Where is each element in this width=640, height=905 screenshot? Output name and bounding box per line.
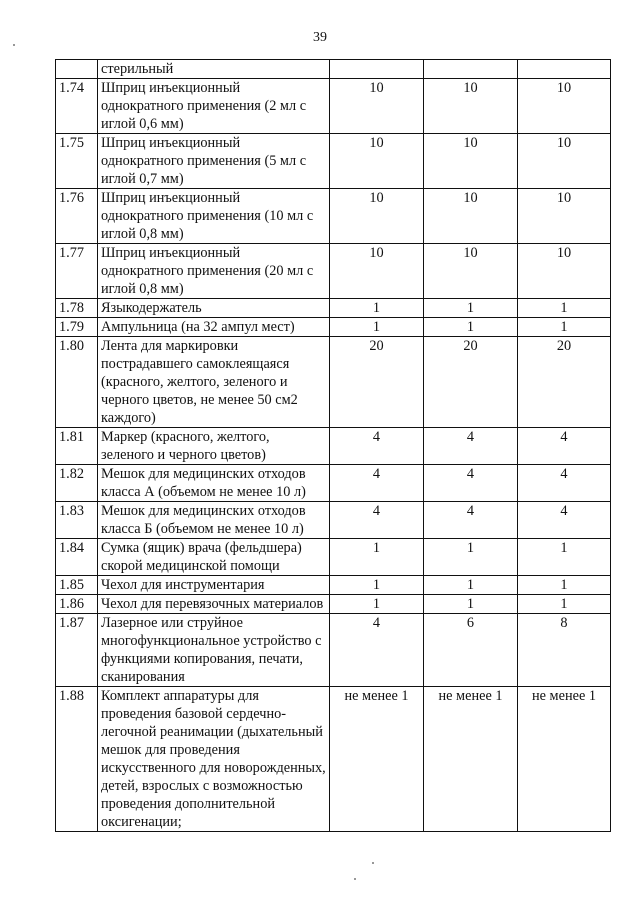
table-row [56, 576, 611, 595]
row-number-cell: 1.80 [56, 337, 98, 428]
quantity-cell-2: 1 [424, 595, 518, 614]
item-name-cell: Мешок для медицинских отходов класса А (объемом не менее 10 л) [98, 465, 330, 502]
item-name-cell: Сумка (ящик) врача (фельдшера) скорой медицинской помощи [98, 539, 330, 576]
quantity-cell-1: 10 [330, 189, 424, 244]
item-name-cell: Шприц инъекционный однократного применения (10 мл с иглой 0,8 мм) [98, 189, 330, 244]
table-row [56, 502, 611, 539]
quantity-cell-2 [424, 60, 518, 79]
quantity-cell-3: 10 [518, 79, 611, 134]
scan-speck [372, 862, 374, 864]
quantity-cell-1: 1 [330, 595, 424, 614]
quantity-cell-1 [330, 60, 424, 79]
item-name-cell: Маркер (красного, желтого, зеленого и черного цветов) [98, 428, 330, 465]
quantity-cell-1: 4 [330, 614, 424, 687]
quantity-cell-2: 1 [424, 299, 518, 318]
quantity-cell-1: 4 [330, 428, 424, 465]
quantity-cell-3: 20 [518, 337, 611, 428]
row-number-cell: 1.88 [56, 687, 98, 832]
scan-speck [354, 878, 356, 880]
quantity-cell-2: 10 [424, 134, 518, 189]
item-name-cell: Шприц инъекционный однократного применения (2 мл с иглой 0,6 мм) [98, 79, 330, 134]
row-number-cell: 1.82 [56, 465, 98, 502]
quantity-cell-1: 1 [330, 299, 424, 318]
row-number-cell: 1.79 [56, 318, 98, 337]
quantity-cell-3: 10 [518, 189, 611, 244]
equipment-table [55, 59, 611, 832]
quantity-cell-3: 1 [518, 576, 611, 595]
table-row [56, 595, 611, 614]
quantity-cell-1: 10 [330, 134, 424, 189]
item-name-cell: Комплект аппаратуры для проведения базовой сердечно-легочной реанимации (дыхательный мешок для проведения искусственного для новорожденных, детей, взрослых с возможностью проведения дополнительной оксигенации; [98, 687, 330, 832]
quantity-cell-1: 1 [330, 318, 424, 337]
quantity-cell-3: 10 [518, 134, 611, 189]
item-name-cell: Шприц инъекционный однократного применения (5 мл с иглой 0,7 мм) [98, 134, 330, 189]
quantity-cell-1: 1 [330, 576, 424, 595]
table-row [56, 189, 611, 244]
quantity-cell-2: 1 [424, 576, 518, 595]
quantity-cell-3: 4 [518, 465, 611, 502]
quantity-cell-2: 4 [424, 502, 518, 539]
row-number-cell: 1.84 [56, 539, 98, 576]
table-row [56, 79, 611, 134]
page-number: 39 [313, 30, 327, 45]
item-name-cell: Чехол для инструментария [98, 576, 330, 595]
item-name-cell: Лазерное или струйное многофункциональное устройство с функциями копирования, печати, сканирования [98, 614, 330, 687]
quantity-cell-2: 10 [424, 189, 518, 244]
table-row [56, 687, 611, 832]
quantity-cell-2: 4 [424, 428, 518, 465]
quantity-cell-1: 20 [330, 337, 424, 428]
row-number-cell: 1.87 [56, 614, 98, 687]
row-number-cell: 1.85 [56, 576, 98, 595]
table-row [56, 428, 611, 465]
quantity-cell-3: 1 [518, 318, 611, 337]
quantity-cell-1: 10 [330, 244, 424, 299]
quantity-cell-2: 10 [424, 244, 518, 299]
quantity-cell-1: 1 [330, 539, 424, 576]
item-name-cell: Лента для маркировки пострадавшего самоклеящаяся (красного, желтого, зеленого и черного цветов, не менее 50 см2 каждого) [98, 337, 330, 428]
item-name-cell: Чехол для перевязочных материалов [98, 595, 330, 614]
table-row [56, 337, 611, 428]
quantity-cell-3: 1 [518, 539, 611, 576]
row-number-cell: 1.77 [56, 244, 98, 299]
quantity-cell-1: не менее 1 [330, 687, 424, 832]
item-name-cell: Мешок для медицинских отходов класса Б (объемом не менее 10 л) [98, 502, 330, 539]
row-number-cell: 1.74 [56, 79, 98, 134]
quantity-cell-2: 4 [424, 465, 518, 502]
table-row [56, 614, 611, 687]
row-number-cell: 1.81 [56, 428, 98, 465]
quantity-cell-3: 4 [518, 502, 611, 539]
quantity-cell-1: 4 [330, 465, 424, 502]
row-number-cell: 1.78 [56, 299, 98, 318]
table-row [56, 134, 611, 189]
quantity-cell-2: не менее 1 [424, 687, 518, 832]
quantity-cell-3: 4 [518, 428, 611, 465]
item-name-cell: Языкодержатель [98, 299, 330, 318]
quantity-cell-2: 1 [424, 539, 518, 576]
quantity-cell-1: 10 [330, 79, 424, 134]
quantity-cell-3: не менее 1 [518, 687, 611, 832]
table-row [56, 318, 611, 337]
quantity-cell-1: 4 [330, 502, 424, 539]
row-number-cell: 1.83 [56, 502, 98, 539]
table-row [56, 299, 611, 318]
quantity-cell-3 [518, 60, 611, 79]
item-name-cell: Шприц инъекционный однократного применения (20 мл с иглой 0,8 мм) [98, 244, 330, 299]
quantity-cell-2: 6 [424, 614, 518, 687]
item-name-cell: стерильный [98, 60, 330, 79]
quantity-cell-3: 8 [518, 614, 611, 687]
quantity-cell-3: 1 [518, 299, 611, 318]
quantity-cell-2: 10 [424, 79, 518, 134]
scan-speck [13, 44, 15, 46]
quantity-cell-3: 10 [518, 244, 611, 299]
table-row [56, 244, 611, 299]
row-number-cell: 1.86 [56, 595, 98, 614]
item-name-cell: Ампульница (на 32 ампул мест) [98, 318, 330, 337]
table-row [56, 60, 611, 79]
table-row [56, 465, 611, 502]
quantity-cell-2: 20 [424, 337, 518, 428]
table-row [56, 539, 611, 576]
row-number-cell: 1.75 [56, 134, 98, 189]
quantity-cell-3: 1 [518, 595, 611, 614]
quantity-cell-2: 1 [424, 318, 518, 337]
row-number-cell [56, 60, 98, 79]
row-number-cell: 1.76 [56, 189, 98, 244]
